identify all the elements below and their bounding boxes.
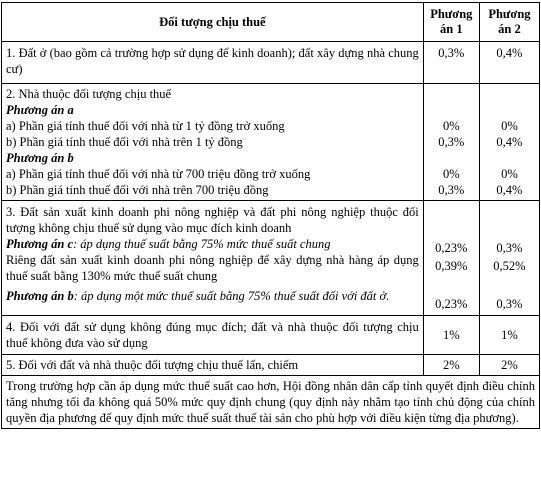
housing-option-2-values <box>479 84 539 201</box>
table-row-misused-land <box>2 316 540 355</box>
misused-land-option-2: 1% <box>479 316 539 355</box>
housing-plan-b-item-1: a) Phần giá tính thuế đối với nhà từ 700 triệu đồng trở xuống <box>6 167 311 181</box>
header-option-2 <box>479 3 539 42</box>
misused-land-option-1: 1% <box>423 316 479 355</box>
header-option-1 <box>423 3 479 42</box>
housing-plan-b-item-2: b) Phần giá tính thuế đối với nhà trên 700 triệu đồng <box>6 183 269 197</box>
business-plan-c-option-1: 0,23% <box>435 241 468 255</box>
header-option-2-line2: án 2 <box>498 22 521 36</box>
business-plan-c-label: Phương án c <box>6 237 73 251</box>
housing-a1-option-2: 0% <box>501 119 518 133</box>
encroached-land-option-2: 2% <box>479 355 539 376</box>
table-row-business-land <box>2 201 540 316</box>
header-option-1-line2: án 1 <box>440 22 463 36</box>
business-plan-c-text: : áp dụng thuế suất bằng 75% mức thuế suất chung <box>73 237 331 251</box>
table-header-row <box>2 3 540 42</box>
business-option-1-values <box>423 201 479 316</box>
housing-plan-a-item-2: b) Phần giá tính thuế đối với nhà trên 1 tỷ đồng <box>6 135 243 149</box>
housing-a1-option-1: 0% <box>442 119 460 133</box>
encroached-land-text: 5. Đối với đất và nhà thuộc đối tượng chịu thuế lấn, chiếm <box>6 358 299 372</box>
housing-plan-a-item-1: a) Phần giá tính thuế đối với nhà từ 1 tỷ đồng trở xuống <box>6 119 285 133</box>
residential-land-option-1: 0,3% <box>423 42 479 84</box>
housing-a2-option-1: 0,3% <box>438 135 465 149</box>
business-restaurant-option-1: 0,39% <box>435 259 468 273</box>
header-option-2-line1: Phương <box>488 7 531 21</box>
business-option-2-values <box>479 201 539 316</box>
business-plan-c-option-2: 0,3% <box>496 241 523 255</box>
housing-option-1-values <box>423 84 479 201</box>
housing-plan-b-label: Phương án b <box>6 151 74 165</box>
encroached-land-option-1: 2% <box>423 355 479 376</box>
misused-land-text: 4. Đối với đất sử dụng không đúng mục đích; đất và nhà thuộc đối tượng chịu thuế không đưa vào sử dụng <box>6 320 419 350</box>
residential-land-text: 1. Đất ở (bao gồm cả trường hợp sử dụng để kinh doanh); đất xây dựng nhà chung cư) <box>6 46 419 76</box>
business-plan-b-option-1: 0,23% <box>435 297 468 311</box>
table-row-housing <box>2 84 540 201</box>
business-plan-c <box>2 236 423 252</box>
table-row-note <box>2 376 540 429</box>
note-text: Trong trường hợp cần áp dụng mức thuế suất cao hơn, Hội đồng nhân dân cấp tỉnh quyết định điều chỉnh tăng nhưng tối đa không quá 50% mức quy định chung (quy định này nhằm tạo tính chủ động của chính quyền địa phương để quy định mức thuế suất thuế tài sản cho phù hợp với điều kiện từng địa phương). <box>6 379 535 425</box>
housing-b2-option-1: 0,3% <box>438 183 465 197</box>
table-row-residential-land <box>2 42 540 84</box>
housing-b1-option-2: 0% <box>501 167 518 181</box>
housing-plan-a-label: Phương án a <box>6 103 74 117</box>
business-restaurant-text: Riêng đất sản xuất kinh doanh phi nông nghiệp để xây dựng nhà hàng áp dụng thuế suất bằng 130% mức thuế suất chung <box>6 253 419 283</box>
business-plan-b <box>2 288 423 304</box>
table-row-encroached-land <box>2 355 540 376</box>
business-restaurant-option-2: 0,52% <box>493 259 526 273</box>
business-plan-b-text: : áp dụng một mức thuế suất bằng 75% thuế suất đối với đất ở. <box>73 289 390 303</box>
housing-b1-option-1: 0% <box>442 167 460 181</box>
residential-land-option-2: 0,4% <box>479 42 539 84</box>
business-land-title: 3. Đất sản xuất kinh doanh phi nông nghiệp và đất phi nông nghiệp thuộc đối tượng không chịu thuế sử dụng vào mục đích kinh doanh <box>6 205 419 235</box>
header-subject: Đối tượng chịu thuế <box>2 3 424 42</box>
tax-rate-table <box>1 2 540 429</box>
housing-a2-option-2: 0,4% <box>496 135 523 149</box>
housing-b2-option-2: 0,4% <box>496 183 523 197</box>
housing-title: 2. Nhà thuộc đối tượng chịu thuế <box>6 87 172 101</box>
header-option-1-line1: Phương <box>430 7 473 21</box>
business-plan-b-label: Phương án b <box>6 289 74 303</box>
business-plan-b-option-2: 0,3% <box>496 297 523 311</box>
